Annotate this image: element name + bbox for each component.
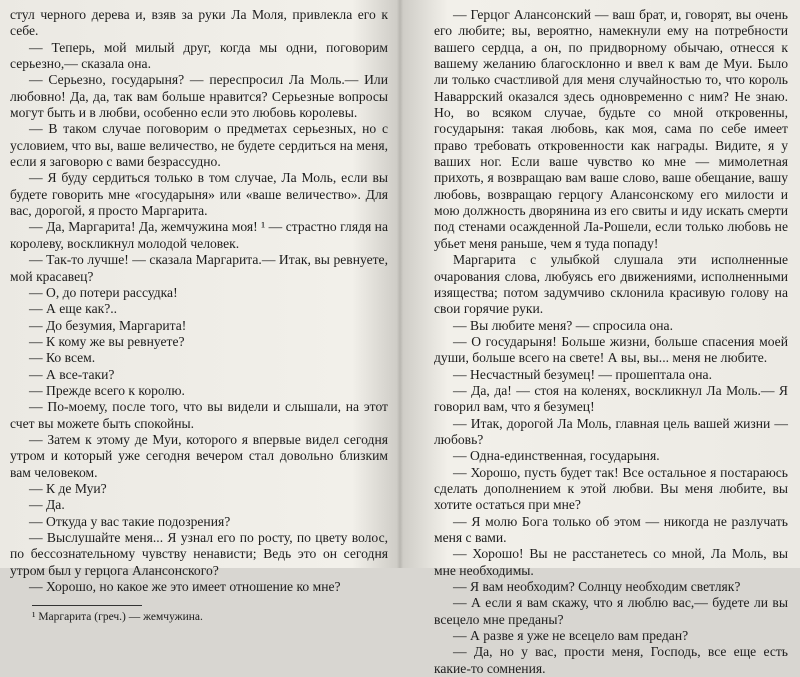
paragraph: — По-моему, после того, что вы видели и слышали, на этот счет вы можете быть спокойны. (10, 399, 388, 431)
paragraph: — Я буду сердиться только в том случае, Ла Моль, если вы будете говорить мне «государыня» или «ваше величество». Для вас, дорогой, я просто Маргарита. (10, 170, 388, 219)
paragraph: — Герцог Алансонский — ваш брат, и, говорят, вы очень его любите; вы, вероятно, намекнули ему на потребности вашего сердца, а он, по придворному обычаю, отнесся к вашему желанию благосклонно и ввел к вам де Муи. Было ли только счастливой для меня случайностью то, что король Наваррский оказался здесь одновременно с ним? Не знаю. Но, во всяком случае, будьте со мной откровенны, государыня: такая любовь, как моя, сама по себе имеет право требовать откровенности как награды. Видите, я у ваших ног. Если ваше чувство ко мне — мимолетная прихоть, я возвращаю вам ваше слово, ваше обещание, вашу любовь, возвращаю герцогу Алансонскому его милости и мою должность дворянина из его свиты и иду искать смерти под стенами осажденной Ла-Рошели, если только любовь не убьет меня раньше, чем я туда попаду! (434, 7, 788, 251)
paragraph: — А еще как?.. (29, 301, 118, 317)
paragraph: — Серьезно, государыня? — переспросил Ла Моль.— Или любовно! Да, да, так вам больше нравится? Серьезные вопросы могут быть и в любви, особенно если это любовь королевы. (10, 72, 388, 121)
paragraph: — К де Муи? (29, 480, 107, 496)
paragraph: — Я вам необходим? Солнцу необходим светляк? (453, 579, 741, 595)
paragraph: — Итак, дорогой Ла Моль, главная цель вашей жизни — любовь? (434, 415, 788, 447)
left-page (0, 0, 400, 624)
paragraph: — О государыня! Больше жизни, больше спасения моей души, больше всего на свете! А вы, вы... меня не любите. (434, 333, 788, 366)
paragraph: — Да, Маргарита! Да, жемчужина моя! ¹ — страстно глядя на королеву, воскликнул молодой человек. (10, 219, 388, 251)
paragraph: — Выслушайте меня... Я узнал его по росту, по цвету волос, по бессознательному чувству ненависти; Ведь это он сегодня утром был у герцога Алансонского? (10, 530, 388, 578)
paragraph: — А разве я уже не всецело вам предан? (453, 628, 689, 644)
paragraph: стул черного дерева и, взяв за руки Ла Моля, привлекла его к себе. (10, 7, 388, 39)
paragraph: — Я молю Бога только об этом — никогда не разлучать меня с вами. (434, 513, 788, 545)
paragraph: — Прежде всего к королю. (29, 382, 185, 398)
paragraph: — Да, да! — стоя на коленях, воскликнул Ла Моль.— Я говорил вам, что я безумец! (434, 382, 788, 415)
paragraph: — А если я вам скажу, что я люблю вас,— будете ли вы всецело мне преданы? (434, 595, 788, 627)
paragraph: — О, до потери рассудка! (29, 284, 178, 300)
paragraph: — Да. (29, 497, 65, 513)
paragraph: — Вы любите меня? — спросила она. (453, 317, 673, 333)
footnote: ¹ Маргарита (греч.) — жемчужина. (32, 611, 203, 624)
right-page (400, 0, 800, 676)
paragraph: — Хорошо, пусть будет так! Все остальное я постараюсь сделать дополнением к этой любви. Вы меня любите, вы хотите остаться при мне? (434, 464, 788, 513)
paragraph: — Хорошо, но какое же это имеет отношение ко мне? (29, 579, 341, 595)
paragraph: — А все-таки? (29, 366, 115, 382)
paragraph: — Да, но у вас, прости меня, Господь, все еще есть какие-то сомнения. (434, 644, 788, 676)
footnote-rule (32, 605, 142, 606)
paragraph: — Одна-единственная, государыня. (453, 448, 660, 464)
paragraph: — Несчастный безумец! — прошептала она. (453, 366, 712, 382)
paragraph: Маргарита с улыбкой слушала эти исполненные очарования слова, любуясь его движениями, исполненными изящества; потом задумчиво склонила красивую голову на свои горячие руки. (434, 252, 788, 317)
paragraph: — В таком случае поговорим о предметах серьезных, но с условием, что вы, ваше величество, не будете сердиться на меня, если я заговорю с вами безрассудно. (10, 121, 388, 170)
paragraph: — Ко всем. (29, 350, 96, 366)
paragraph: — Теперь, мой милый друг, когда мы одни, поговорим серьезно,— сказала она. (10, 39, 388, 72)
paragraph: — До безумия, Маргарита! (29, 317, 187, 333)
paragraph: — Откуда у вас такие подозрения? (29, 513, 231, 529)
paragraph: — Затем к этому де Муи, которого я впервые видел сегодня утром и который уже сегодня вечером стал довольно близким вам человеком. (10, 431, 388, 480)
paragraph: — Хорошо! Вы не расстанетесь со мной, Ла Моль, вы мне необходимы. (434, 546, 788, 578)
paragraph: — Так-то лучше! — сказала Маргарита.— Итак, вы ревнуете, мой красавец? (10, 252, 388, 284)
paragraph: — К кому же вы ревнуете? (29, 333, 185, 349)
